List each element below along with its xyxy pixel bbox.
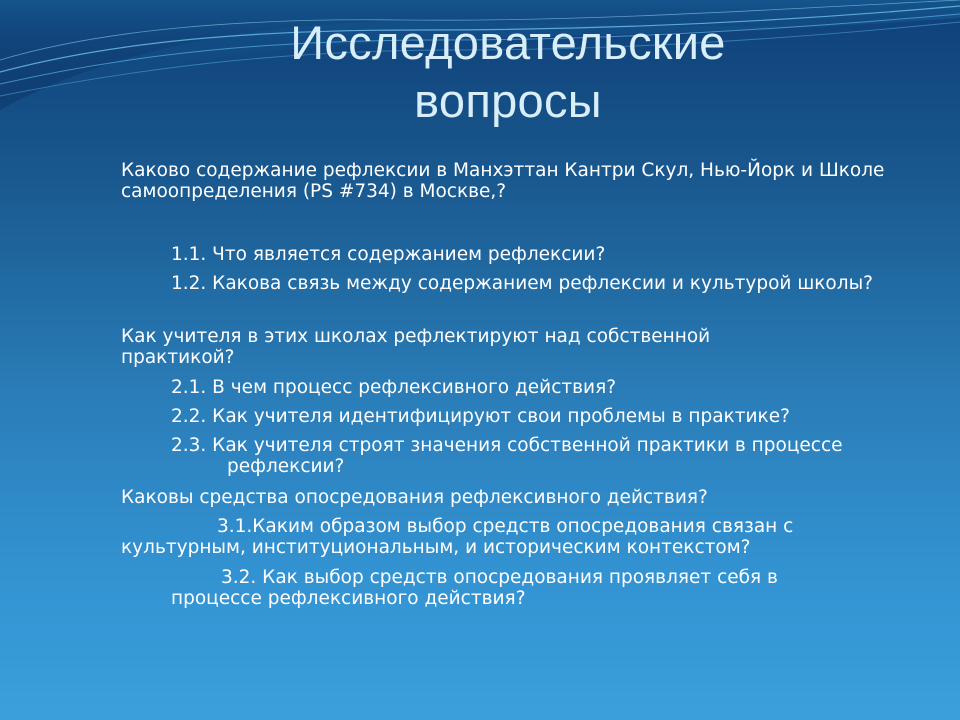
question-2-1: 2.1. В чем процесс рефлексивного действия? — [171, 377, 617, 398]
question-1: Каково содержание рефлексии в Манхэттан Кантри Скул, Нью-Йорк и Школе самоопределения (PS #734) в Москве,? — [121, 160, 885, 202]
question-3-2: 3.2. Как выбор средств опосредования проявляет себя в процессе рефлексивного действия? — [171, 567, 778, 609]
slide-title — [0, 14, 960, 130]
question-3: Каковы средства опосредования рефлексивного действия? — [121, 487, 708, 508]
question-2: Как учителя в этих школах рефлектируют над собственной практикой? — [121, 326, 711, 368]
title-line-2: вопросы — [414, 74, 602, 127]
question-3-1: 3.1.Каким образом выбор средств опосредования связан с культурным, институциональным, и историческим контекстом? — [121, 516, 794, 558]
question-2-2: 2.2. Как учителя идентифицируют свои проблемы в практике? — [171, 406, 790, 427]
question-2-3: 2.3. Как учителя строят значения собственной практики в процессе рефлексии? — [171, 435, 843, 477]
title-line-1: Исследовательские — [290, 16, 726, 69]
question-1-2: 1.2. Какова связь между содержанием рефлексии и культурой школы? — [171, 273, 873, 294]
question-1-1: 1.1. Что является содержанием рефлексии? — [171, 244, 606, 265]
